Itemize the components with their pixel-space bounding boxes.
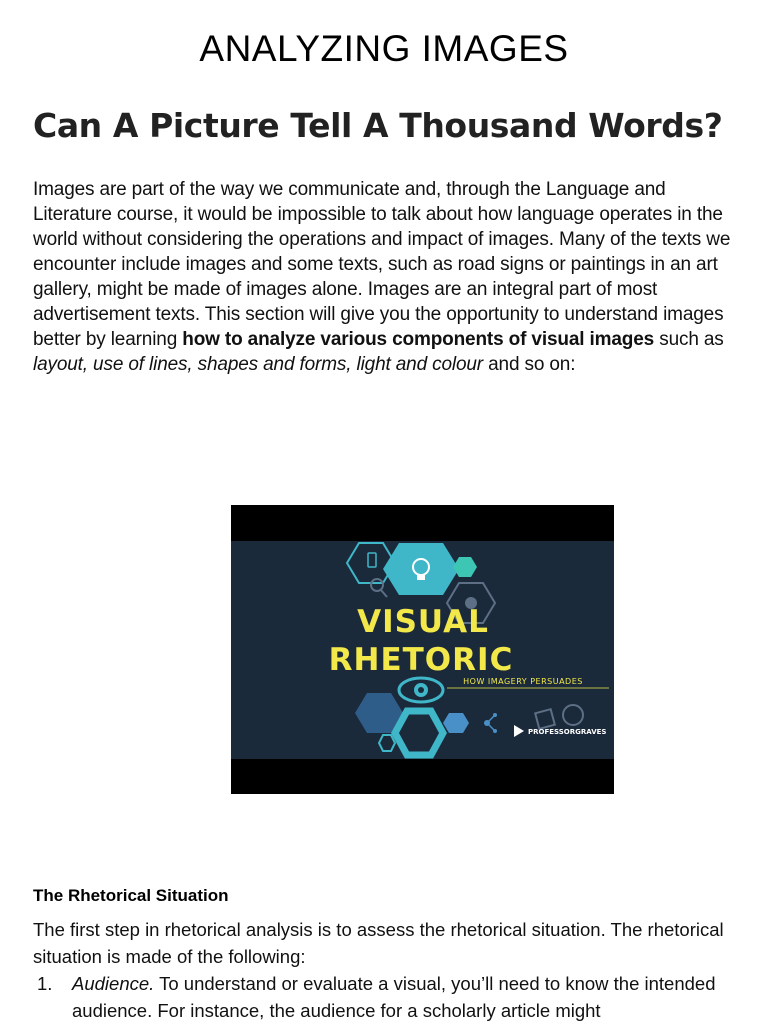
subsection-title: The Rhetorical Situation	[33, 886, 229, 905]
intro-italic-text: layout, use of lines, shapes and forms, light and colour	[33, 354, 483, 375]
intro-paragraph	[33, 177, 738, 377]
list-term: Audience.	[72, 973, 155, 994]
video-subtitle: HOW IMAGERY PERSUADES	[463, 677, 583, 686]
intro-text-1: Images are part of the way we communicate and, through the Language and Literature course, it would be impossible to talk about how language operates in the world without considering the operations and impact of images. Many of the texts we encounter include images and some texts, such as road signs or paintings in an art gallery, might be made of images alone. Images are an integral part of most advertisement texts. This section will give you the opportunity to understand images better by learning	[33, 179, 731, 350]
section-heading: Can A Picture Tell A Thousand Words?	[33, 106, 723, 145]
rhetorical-paragraph: The first step in rhetorical analysis is to assess the rhetorical situation. The rhetorical situation is made of the following:	[33, 919, 724, 967]
intro-text-3: and so on:	[482, 354, 576, 375]
video-title-line2: RHETORIC	[328, 642, 514, 678]
intro-text-2: such as	[654, 329, 724, 350]
list-text: To understand or evaluate a visual, you’ll need to know the intended audience. For instance, the audience for a scholarly article might	[72, 973, 716, 1021]
lightbulb-hexagon-icon	[383, 543, 459, 595]
video-title-line1: VISUAL	[357, 604, 489, 640]
list-number: 1.	[37, 973, 53, 994]
video-channel: PROFESSORGRAVES	[528, 728, 607, 736]
video-thumbnail-graphic	[231, 505, 614, 794]
video-thumbnail[interactable]	[231, 505, 614, 794]
page-title: ANALYZING IMAGES	[199, 28, 569, 69]
list-item-body	[72, 970, 733, 1024]
list-item	[33, 970, 733, 1024]
intro-bold-text: how to analyze various components of visual images	[182, 329, 655, 350]
